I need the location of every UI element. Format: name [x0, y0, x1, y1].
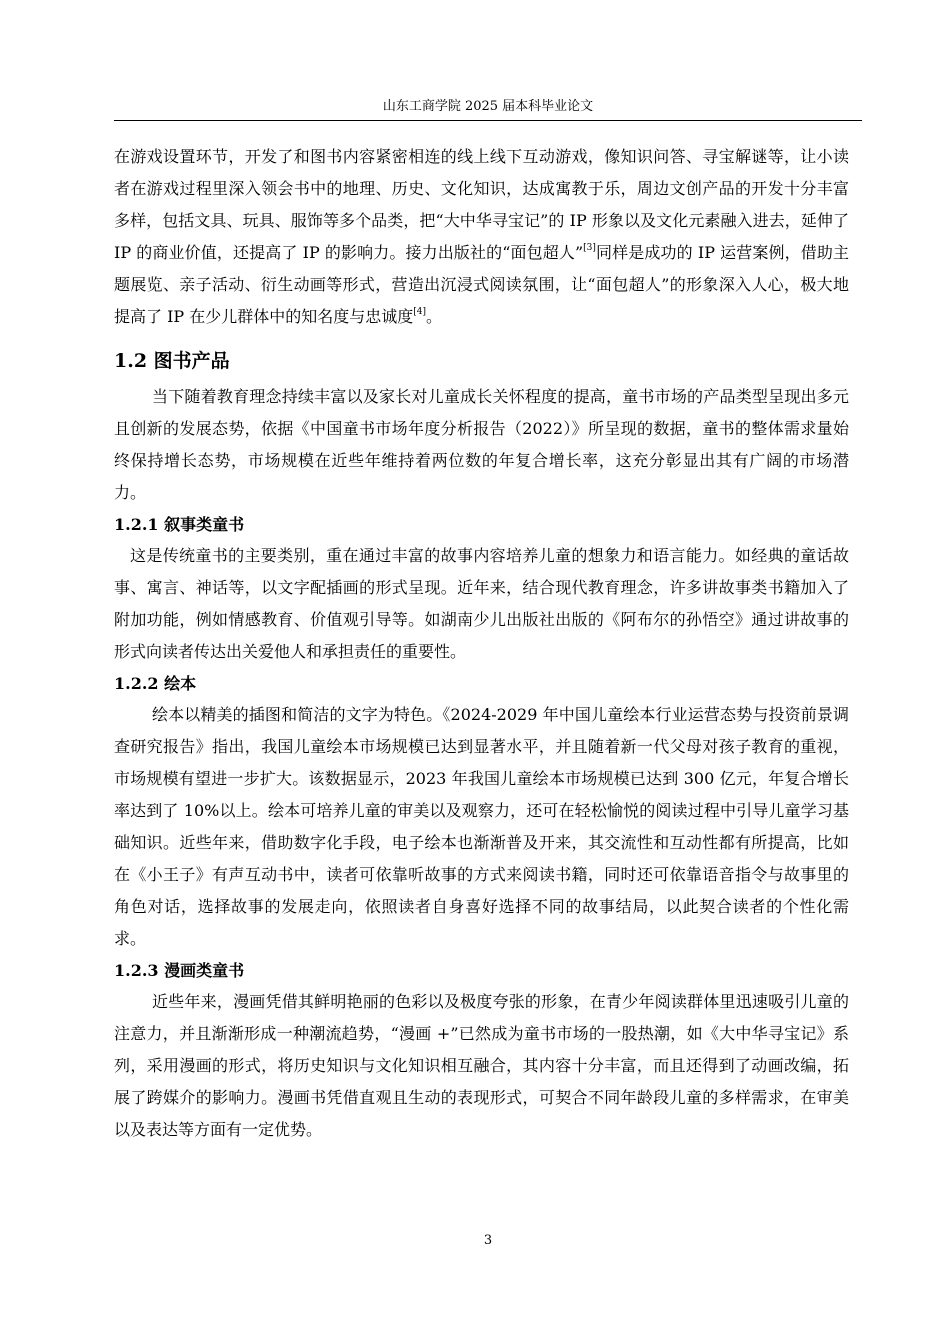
page-number: 3 [483, 1233, 493, 1248]
section-heading-1-2-2: 1.2.2 绘本 [114, 674, 197, 693]
citation-4: [4] [413, 306, 427, 317]
section-heading-1-2: 1.2 图书产品 [114, 350, 230, 372]
section-1-2-paragraph: 当下随着教育理念持续丰富以及家长对儿童成长关怀程度的提高，童书市场的产品类型呈现出多元且创新的发展态势，依据《中国童书市场年度分析报告（2022）》所呈现的数据，童书的整体需求量始终保持增长态势，市场规模在近些年维持着两位数的年复合增长率，这充分彰显出其有广阔的市场潜力。 [114, 387, 849, 502]
section-heading-1-2-3: 1.2.3 漫画类童书 [114, 961, 245, 980]
citation-3: [3] [583, 242, 596, 253]
section-1-2-2-paragraph: 绘本以精美的插图和简洁的文字为特色。《2024-2029 年中国儿童绘本行业运营态势与投资前景调查研究报告》指出，我国儿童绘本市场规模已达到显著水平，并且随着新一代父母对孩子教育的重视，市场规模有望进一步扩大。该数据显示，2023 年我国儿童绘本市场规模已达到 300 亿元，年复合增长率达到了 10%以上。绘本可培养儿童的审美以及观察力，还可在轻松愉悦的阅读过程中引导儿童学习基础知识。近些年来，借助数字化手段，电子绘本也渐渐普及开来，其交流性和互动性都有所提高，比如在《小王子》有声互动书中，读者可依靠听故事的方式来阅读书籍，同时还可依靠语音指令与故事里的角色对话，选择故事的发展走向，依照读者自身喜好选择不同的故事结局，以此契合读者的个性化需求。 [114, 705, 849, 948]
page-header: 山东工商学院 2025 届本科毕业论文 [382, 99, 594, 114]
header-rule [114, 120, 862, 121]
intro-text-2: 同样是成功的 IP 运营案例，借助主题展览、亲子活动、衍生动画等形式，营造出沉浸式阅读氛围，让“面包超人”的形象深入人心，极大地提高了 IP 在少儿群体中的知名度与忠诚度 [114, 243, 849, 326]
section-1-2-1-paragraph: 这是传统童书的主要类别，重在通过丰富的故事内容培养儿童的想象力和语言能力。如经典的童话故事、寓言、神话等，以文字配插画的形式呈现。近年来，结合现代教育理念，许多讲故事类书籍加入了附加功能，例如情感教育、价值观引导等。如湖南少儿出版社出版的《阿布尔的孙悟空》通过讲故事的形式向读者传达出关爱他人和承担责任的重要性。 [114, 546, 849, 661]
section-heading-1-2-1: 1.2.1 叙事类童书 [114, 515, 245, 534]
intro-text-1: 在游戏设置环节，开发了和图书内容紧密相连的线上线下互动游戏，像知识问答、寻宝解谜等，让小读者在游戏过程里深入领会书中的地理、历史、文化知识，达成寓教于乐，周边文创产品的开发十分丰富多样，包括文具、玩具、服饰等多个品类，把“大中华寻宝记”的 IP 形象以及文化元素融入进去，延伸了 IP 的商业价值，还提高了 IP 的影响力。接力出版社的“面包超人” [114, 147, 849, 262]
intro-text-3: 。 [426, 307, 443, 326]
page-body [114, 141, 849, 1146]
section-1-2-3-paragraph: 近些年来，漫画凭借其鲜明艳丽的色彩以及极度夸张的形象，在青少年阅读群体里迅速吸引儿童的注意力，并且渐渐形成一种潮流趋势，“漫画 +”已然成为童书市场的一股热潮，如《大中华寻宝记》系列，采用漫画的形式，将历史知识与文化知识相互融合，其内容十分丰富，而且还得到了动画改编，拓展了跨媒介的影响力。漫画书凭借直观且生动的表现形式，可契合不同年龄段儿童的多样需求，在审美以及表达等方面有一定优势。 [114, 992, 849, 1139]
intro-paragraph [114, 141, 849, 333]
